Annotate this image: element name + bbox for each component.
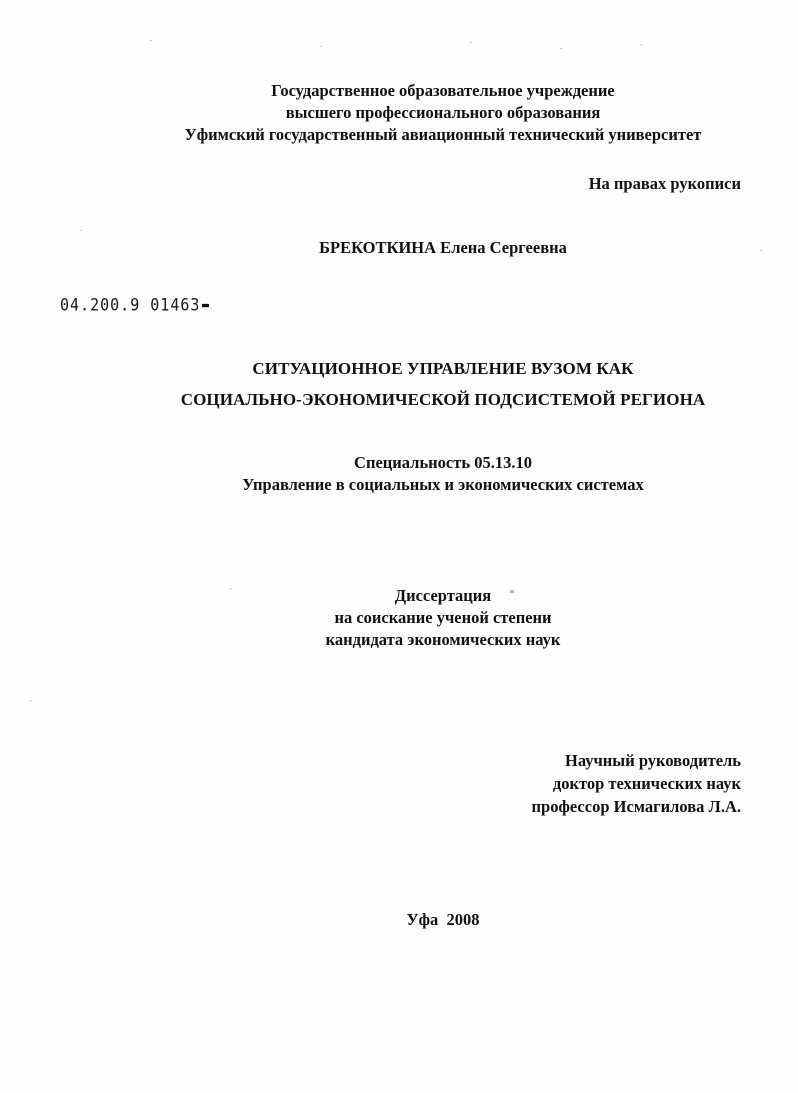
title-line-2: СОЦИАЛЬНО-ЭКОНОМИЧЕСКОЙ ПОДСИСТЕМОЙ РЕГИОНА: [180, 390, 706, 409]
specialty-line-2: Управление в социальных и экономических системах: [242, 475, 644, 494]
supervisor-line-1: Научный руководитель: [565, 751, 741, 770]
dissertation-line-2: на соискание ученой степени: [334, 608, 552, 627]
title-line-1: СИТУАЦИОННОЕ УПРАВЛЕНИЕ ВУЗОМ КАК: [252, 359, 634, 378]
scan-speck: [510, 590, 514, 593]
scan-speck: [30, 700, 32, 701]
manuscript-note: На правах рукописи: [588, 174, 741, 193]
supervisor-line-3: профессор Исмагилова Л.А.: [531, 797, 741, 816]
dissertation-line-3: кандидата экономических наук: [325, 630, 561, 649]
scan-speck: [230, 588, 232, 589]
supervisor-line-2: доктор технических наук: [552, 774, 741, 793]
scan-speck: [640, 44, 642, 45]
archive-stamp: [60, 295, 209, 315]
stamp-number: 04.200.9 01463: [60, 295, 201, 315]
institution-line-1: Государственное образовательное учреждение: [271, 81, 615, 100]
dissertation-line-1: Диссертация: [394, 586, 492, 605]
scan-speck: [760, 250, 762, 251]
city-year: Уфа 2008: [406, 910, 480, 929]
scan-speck: [150, 40, 152, 41]
stamp-dash-mark: [202, 304, 209, 307]
author-name: БРЕКОТКИНА Елена Сергеевна: [319, 238, 567, 257]
institution-line-2: высшего профессионального образования: [285, 103, 601, 122]
scan-speck: [470, 42, 472, 43]
scan-speck: [320, 46, 322, 47]
scan-speck: [80, 230, 82, 231]
scan-speck: [560, 48, 562, 49]
institution-line-3: Уфимский государственный авиационный технический университет: [184, 125, 702, 144]
specialty-line-1: Специальность 05.13.10: [354, 453, 532, 472]
